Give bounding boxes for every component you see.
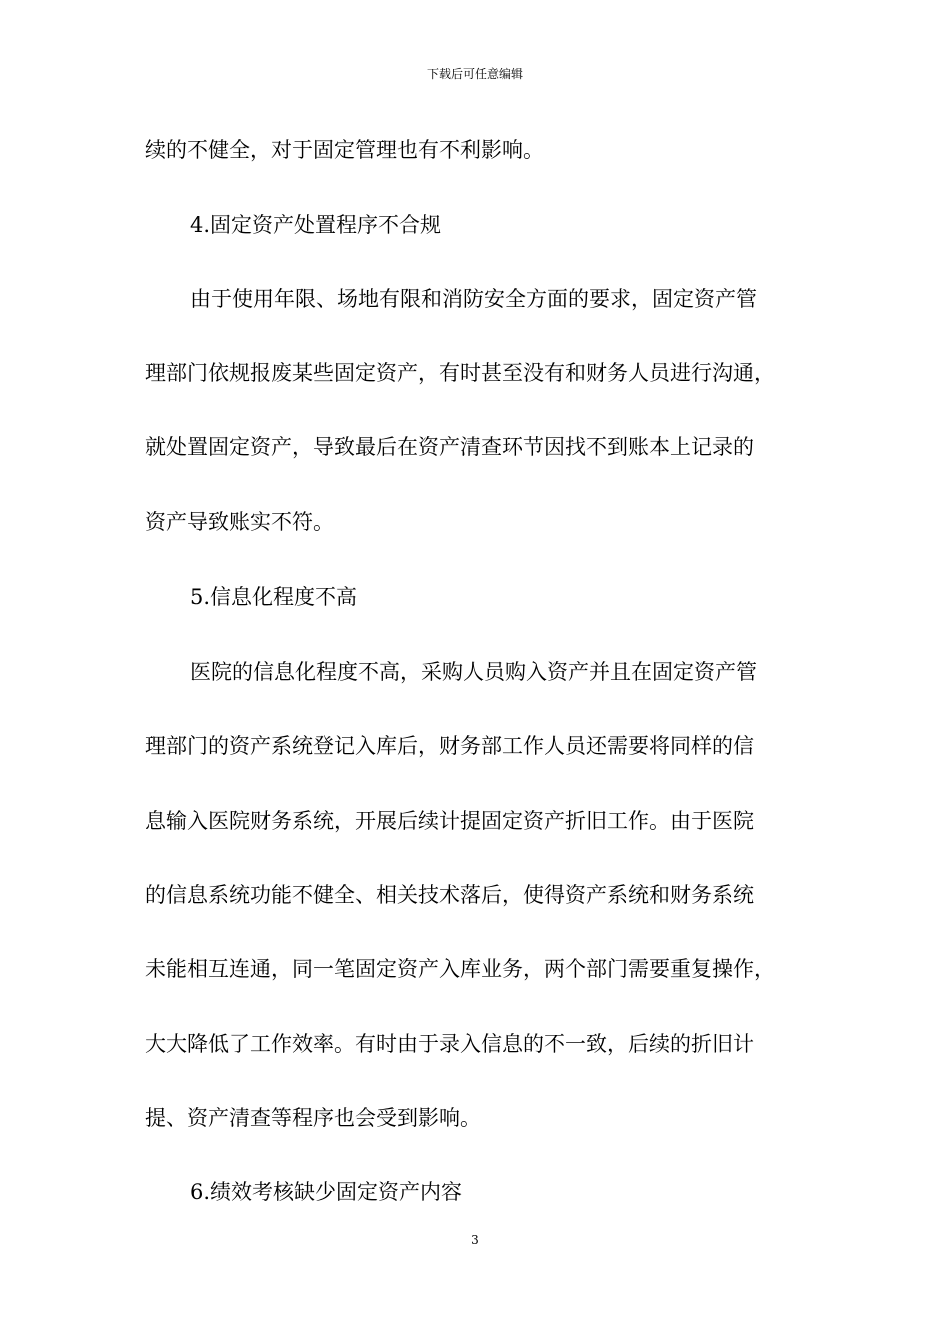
body-text-line: 的信息系统功能不健全、相关技术落后，使得资产系统和财务系统 — [145, 883, 754, 907]
body-text-line: 提、资产清查等程序也会受到影响。 — [145, 1106, 481, 1130]
body-text-line: 续的不健全，对于固定管理也有不利影响。 — [145, 138, 544, 162]
body-text-line: 就处置固定资产，导致最后在资产清查环节因找不到账本上记录的 — [145, 435, 754, 459]
section-heading: 5.信息化程度不高 — [190, 585, 358, 609]
paragraph-first-line: 由于使用年限、场地有限和消防安全方面的要求，固定资产管 — [190, 287, 757, 311]
body-text-line: 理部门的资产系统登记入库后，财务部工作人员还需要将同样的信 — [145, 734, 754, 758]
body-text-line: 理部门依规报废某些固定资产，有时甚至没有和财务人员进行沟通， — [145, 361, 775, 385]
body-text-line: 大大降低了工作效率。有时由于录入信息的不一致，后续的折旧计 — [145, 1032, 754, 1056]
page-number: 3 — [471, 1233, 479, 1247]
section-heading: 4.固定资产处置程序不合规 — [190, 213, 442, 237]
body-text-line: 资产导致账实不符。 — [145, 510, 334, 534]
section-heading: 6.绩效考核缺少固定资产内容 — [190, 1180, 463, 1204]
body-text-line: 未能相互连通，同一笔固定资产入库业务，两个部门需要重复操作， — [145, 957, 775, 981]
body-text-line: 息输入医院财务系统，开展后续计提固定资产折旧工作。由于医院 — [145, 809, 754, 833]
page-header: 下载后可任意编辑 — [426, 67, 523, 81]
paragraph-first-line: 医院的信息化程度不高，采购人员购入资产并且在固定资产管 — [190, 660, 757, 684]
